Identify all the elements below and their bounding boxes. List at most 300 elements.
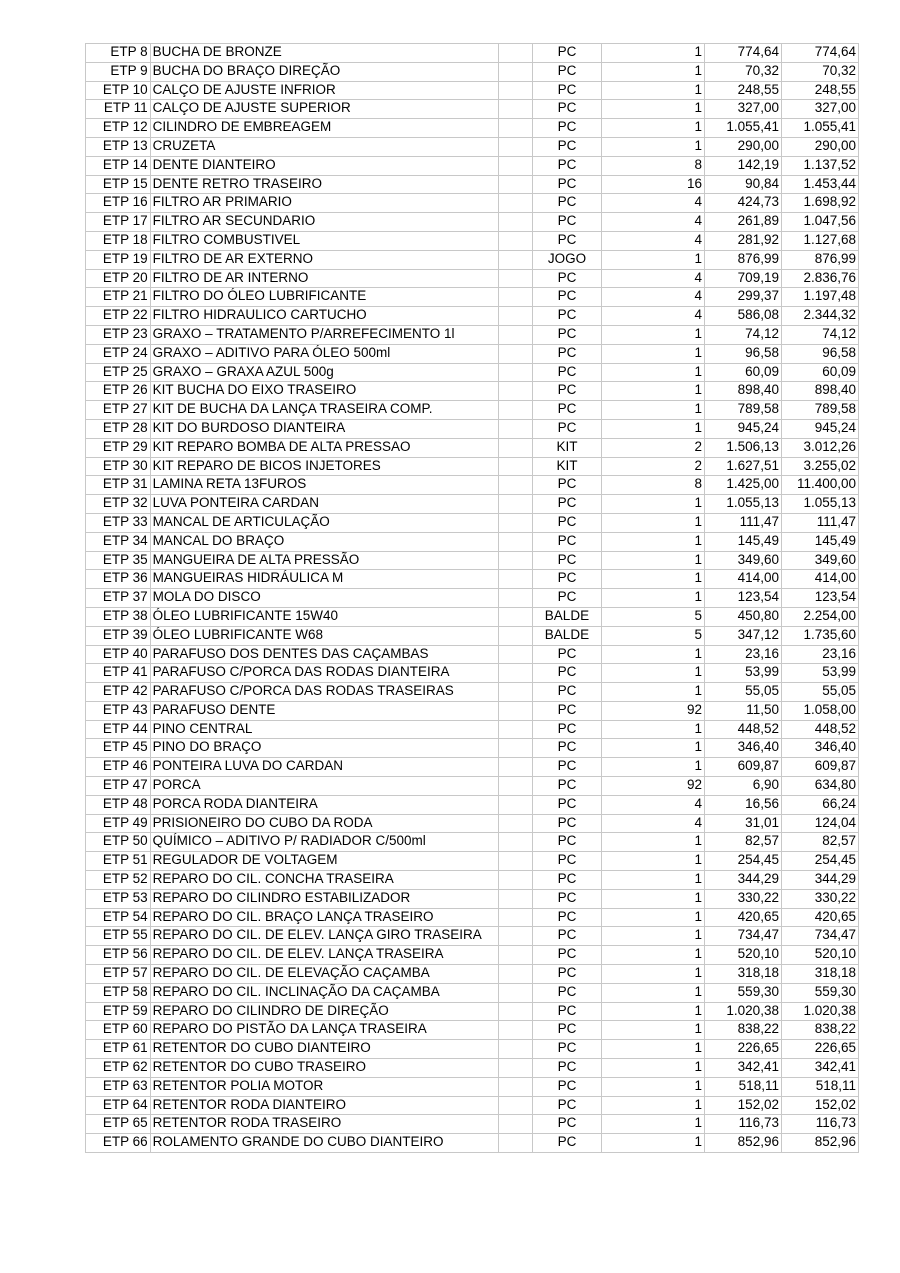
item-total-cell: 734,47 <box>781 927 858 946</box>
item-total-cell: 1.058,00 <box>781 701 858 720</box>
item-quantity-cell: 1 <box>602 983 705 1002</box>
item-code-cell: ETP 59 <box>86 1002 151 1021</box>
item-unit-cell: KIT <box>532 438 602 457</box>
item-code-cell: ETP 55 <box>86 927 151 946</box>
item-quantity-cell: 1 <box>602 683 705 702</box>
item-code-cell: ETP 8 <box>86 44 151 63</box>
item-unit-cell: PC <box>532 889 602 908</box>
item-code-cell: ETP 57 <box>86 965 151 984</box>
item-total-cell: 327,00 <box>781 100 858 119</box>
item-total-cell: 124,04 <box>781 814 858 833</box>
item-description-cell: REPARO DO PISTÃO DA LANÇA TRASEIRA <box>150 1021 498 1040</box>
item-quantity-cell: 1 <box>602 833 705 852</box>
table-row <box>86 269 859 288</box>
item-total-cell: 1.698,92 <box>781 194 858 213</box>
item-description-cell: GRAXO – ADITIVO PARA ÓLEO 500ml <box>150 344 498 363</box>
item-description-cell: FILTRO AR PRIMARIO <box>150 194 498 213</box>
blank-cell <box>498 438 532 457</box>
item-code-cell: ETP 48 <box>86 795 151 814</box>
table-row <box>86 119 859 138</box>
blank-cell <box>498 419 532 438</box>
item-unit-cell: PC <box>532 476 602 495</box>
item-quantity-cell: 1 <box>602 1096 705 1115</box>
item-unit-price-cell: 248,55 <box>704 81 781 100</box>
blank-cell <box>498 908 532 927</box>
item-quantity-cell: 1 <box>602 965 705 984</box>
item-total-cell: 116,73 <box>781 1115 858 1134</box>
item-total-cell: 226,65 <box>781 1040 858 1059</box>
item-description-cell: REPARO DO CIL. BRAÇO LANÇA TRASEIRO <box>150 908 498 927</box>
table-row <box>86 852 859 871</box>
table-row <box>86 758 859 777</box>
item-quantity-cell: 1 <box>602 401 705 420</box>
item-unit-cell: PC <box>532 513 602 532</box>
blank-cell <box>498 852 532 871</box>
item-description-cell: CRUZETA <box>150 137 498 156</box>
item-code-cell: ETP 26 <box>86 382 151 401</box>
blank-cell <box>498 1077 532 1096</box>
item-unit-price-cell: 330,22 <box>704 889 781 908</box>
item-unit-cell: PC <box>532 589 602 608</box>
item-quantity-cell: 4 <box>602 213 705 232</box>
item-description-cell: GRAXO – GRAXA AZUL 500g <box>150 363 498 382</box>
item-unit-price-cell: 299,37 <box>704 288 781 307</box>
item-code-cell: ETP 10 <box>86 81 151 100</box>
table-row <box>86 363 859 382</box>
blank-cell <box>498 62 532 81</box>
item-description-cell: LUVA PONTEIRA CARDAN <box>150 495 498 514</box>
item-code-cell: ETP 23 <box>86 325 151 344</box>
item-quantity-cell: 1 <box>602 62 705 81</box>
table-row <box>86 589 859 608</box>
item-quantity-cell: 1 <box>602 137 705 156</box>
item-unit-cell: PC <box>532 908 602 927</box>
item-code-cell: ETP 61 <box>86 1040 151 1059</box>
item-description-cell: PARAFUSO C/PORCA DAS RODAS TRASEIRAS <box>150 683 498 702</box>
item-quantity-cell: 1 <box>602 551 705 570</box>
table-row <box>86 1002 859 1021</box>
item-description-cell: REPARO DO CILINDRO ESTABILIZADOR <box>150 889 498 908</box>
item-description-cell: FILTRO DE AR EXTERNO <box>150 250 498 269</box>
item-unit-price-cell: 96,58 <box>704 344 781 363</box>
item-unit-price-cell: 734,47 <box>704 927 781 946</box>
blank-cell <box>498 401 532 420</box>
item-code-cell: ETP 52 <box>86 871 151 890</box>
item-description-cell: KIT DE BUCHA DA LANÇA TRASEIRA COMP. <box>150 401 498 420</box>
item-total-cell: 634,80 <box>781 777 858 796</box>
item-total-cell: 70,32 <box>781 62 858 81</box>
item-unit-cell: PC <box>532 231 602 250</box>
item-total-cell: 852,96 <box>781 1134 858 1153</box>
item-total-cell: 1.055,13 <box>781 495 858 514</box>
table-row <box>86 1134 859 1153</box>
item-quantity-cell: 2 <box>602 438 705 457</box>
item-quantity-cell: 4 <box>602 307 705 326</box>
item-description-cell: RETENTOR DO CUBO TRASEIRO <box>150 1059 498 1078</box>
table-row <box>86 626 859 645</box>
item-total-cell: 3.012,26 <box>781 438 858 457</box>
item-description-cell: ÓLEO LUBRIFICANTE 15W40 <box>150 607 498 626</box>
item-total-cell: 74,12 <box>781 325 858 344</box>
item-unit-cell: PC <box>532 156 602 175</box>
item-unit-cell: PC <box>532 551 602 570</box>
table-row <box>86 607 859 626</box>
item-unit-price-cell: 6,90 <box>704 777 781 796</box>
item-unit-cell: PC <box>532 213 602 232</box>
table-row <box>86 532 859 551</box>
item-total-cell: 145,49 <box>781 532 858 551</box>
blank-cell <box>498 626 532 645</box>
item-unit-cell: PC <box>532 777 602 796</box>
item-unit-cell: PC <box>532 1040 602 1059</box>
item-description-cell: PORCA RODA DIANTEIRA <box>150 795 498 814</box>
item-code-cell: ETP 34 <box>86 532 151 551</box>
item-quantity-cell: 1 <box>602 532 705 551</box>
blank-cell <box>498 288 532 307</box>
table-row <box>86 1021 859 1040</box>
item-quantity-cell: 1 <box>602 250 705 269</box>
blank-cell <box>498 720 532 739</box>
item-code-cell: ETP 45 <box>86 739 151 758</box>
blank-cell <box>498 476 532 495</box>
item-unit-cell: PC <box>532 946 602 965</box>
blank-cell <box>498 325 532 344</box>
item-unit-price-cell: 450,80 <box>704 607 781 626</box>
blank-cell <box>498 739 532 758</box>
item-unit-cell: PC <box>532 965 602 984</box>
blank-cell <box>498 701 532 720</box>
item-quantity-cell: 1 <box>602 946 705 965</box>
table-row <box>86 1115 859 1134</box>
item-unit-cell: PC <box>532 532 602 551</box>
item-unit-price-cell: 254,45 <box>704 852 781 871</box>
blank-cell <box>498 664 532 683</box>
item-quantity-cell: 8 <box>602 476 705 495</box>
item-quantity-cell: 1 <box>602 852 705 871</box>
items-table-body <box>86 44 859 1153</box>
item-description-cell: RETENTOR POLIA MOTOR <box>150 1077 498 1096</box>
item-unit-price-cell: 342,41 <box>704 1059 781 1078</box>
item-unit-cell: PC <box>532 1096 602 1115</box>
item-quantity-cell: 4 <box>602 814 705 833</box>
item-unit-cell: PC <box>532 645 602 664</box>
item-quantity-cell: 8 <box>602 156 705 175</box>
item-description-cell: CALÇO DE AJUSTE INFRIOR <box>150 81 498 100</box>
item-unit-price-cell: 1.020,38 <box>704 1002 781 1021</box>
blank-cell <box>498 100 532 119</box>
item-code-cell: ETP 15 <box>86 175 151 194</box>
table-row <box>86 476 859 495</box>
item-total-cell: 518,11 <box>781 1077 858 1096</box>
item-total-cell: 346,40 <box>781 739 858 758</box>
item-unit-price-cell: 327,00 <box>704 100 781 119</box>
table-row <box>86 438 859 457</box>
item-unit-cell: KIT <box>532 457 602 476</box>
item-description-cell: MANGUEIRAS HIDRÁULICA M <box>150 570 498 589</box>
blank-cell <box>498 363 532 382</box>
item-unit-price-cell: 448,52 <box>704 720 781 739</box>
blank-cell <box>498 889 532 908</box>
table-row <box>86 100 859 119</box>
item-unit-cell: PC <box>532 1115 602 1134</box>
item-unit-price-cell: 774,64 <box>704 44 781 63</box>
table-row <box>86 1059 859 1078</box>
item-code-cell: ETP 50 <box>86 833 151 852</box>
item-total-cell: 774,64 <box>781 44 858 63</box>
item-total-cell: 876,99 <box>781 250 858 269</box>
item-quantity-cell: 4 <box>602 194 705 213</box>
item-total-cell: 152,02 <box>781 1096 858 1115</box>
item-total-cell: 344,29 <box>781 871 858 890</box>
item-unit-cell: PC <box>532 833 602 852</box>
item-total-cell: 1.020,38 <box>781 1002 858 1021</box>
item-total-cell: 3.255,02 <box>781 457 858 476</box>
item-description-cell: REPARO DO CIL. INCLINAÇÃO DA CAÇAMBA <box>150 983 498 1002</box>
item-unit-price-cell: 347,12 <box>704 626 781 645</box>
item-unit-price-cell: 55,05 <box>704 683 781 702</box>
item-unit-cell: PC <box>532 1021 602 1040</box>
item-total-cell: 520,10 <box>781 946 858 965</box>
item-unit-price-cell: 559,30 <box>704 983 781 1002</box>
table-row <box>86 946 859 965</box>
item-unit-cell: PC <box>532 81 602 100</box>
item-unit-cell: PC <box>532 758 602 777</box>
item-total-cell: 330,22 <box>781 889 858 908</box>
item-quantity-cell: 1 <box>602 645 705 664</box>
item-total-cell: 2.254,00 <box>781 607 858 626</box>
item-quantity-cell: 5 <box>602 626 705 645</box>
item-unit-cell: PC <box>532 344 602 363</box>
item-description-cell: REPARO DO CILINDRO DE DIREÇÃO <box>150 1002 498 1021</box>
item-total-cell: 254,45 <box>781 852 858 871</box>
item-code-cell: ETP 66 <box>86 1134 151 1153</box>
item-unit-price-cell: 152,02 <box>704 1096 781 1115</box>
item-code-cell: ETP 36 <box>86 570 151 589</box>
item-quantity-cell: 1 <box>602 325 705 344</box>
blank-cell <box>498 983 532 1002</box>
item-code-cell: ETP 38 <box>86 607 151 626</box>
item-code-cell: ETP 44 <box>86 720 151 739</box>
item-quantity-cell: 1 <box>602 1077 705 1096</box>
item-code-cell: ETP 60 <box>86 1021 151 1040</box>
item-description-cell: PARAFUSO DENTE <box>150 701 498 720</box>
item-unit-price-cell: 1.506,13 <box>704 438 781 457</box>
blank-cell <box>498 1021 532 1040</box>
item-quantity-cell: 1 <box>602 570 705 589</box>
item-unit-cell: PC <box>532 382 602 401</box>
blank-cell <box>498 683 532 702</box>
item-total-cell: 414,00 <box>781 570 858 589</box>
item-description-cell: FILTRO DO ÓLEO LUBRIFICANTE <box>150 288 498 307</box>
item-total-cell: 318,18 <box>781 965 858 984</box>
item-code-cell: ETP 54 <box>86 908 151 927</box>
item-total-cell: 1.127,68 <box>781 231 858 250</box>
item-quantity-cell: 1 <box>602 720 705 739</box>
blank-cell <box>498 645 532 664</box>
item-code-cell: ETP 13 <box>86 137 151 156</box>
table-row <box>86 213 859 232</box>
item-total-cell: 2.344,32 <box>781 307 858 326</box>
item-quantity-cell: 1 <box>602 513 705 532</box>
table-row <box>86 814 859 833</box>
item-unit-price-cell: 145,49 <box>704 532 781 551</box>
item-description-cell: MANGUEIRA DE ALTA PRESSÃO <box>150 551 498 570</box>
item-total-cell: 342,41 <box>781 1059 858 1078</box>
item-description-cell: QUÍMICO – ADITIVO P/ RADIADOR C/500ml <box>150 833 498 852</box>
blank-cell <box>498 871 532 890</box>
item-description-cell: RETENTOR RODA DIANTEIRO <box>150 1096 498 1115</box>
blank-cell <box>498 119 532 138</box>
item-unit-cell: PC <box>532 852 602 871</box>
item-unit-cell: BALDE <box>532 626 602 645</box>
item-code-cell: ETP 21 <box>86 288 151 307</box>
table-row <box>86 307 859 326</box>
item-description-cell: KIT REPARO BOMBA DE ALTA PRESSAO <box>150 438 498 457</box>
item-unit-price-cell: 123,54 <box>704 589 781 608</box>
blank-cell <box>498 269 532 288</box>
item-unit-cell: PC <box>532 871 602 890</box>
blank-cell <box>498 532 532 551</box>
table-row <box>86 927 859 946</box>
item-total-cell: 609,87 <box>781 758 858 777</box>
item-total-cell: 290,00 <box>781 137 858 156</box>
item-unit-price-cell: 1.425,00 <box>704 476 781 495</box>
item-unit-price-cell: 16,56 <box>704 795 781 814</box>
item-unit-cell: PC <box>532 570 602 589</box>
item-unit-cell: PC <box>532 100 602 119</box>
item-total-cell: 96,58 <box>781 344 858 363</box>
item-unit-cell: PC <box>532 62 602 81</box>
item-description-cell: REPARO DO CIL. DE ELEV. LANÇA GIRO TRASEIRA <box>150 927 498 946</box>
item-total-cell: 1.197,48 <box>781 288 858 307</box>
item-quantity-cell: 1 <box>602 889 705 908</box>
item-unit-price-cell: 424,73 <box>704 194 781 213</box>
item-code-cell: ETP 40 <box>86 645 151 664</box>
item-quantity-cell: 1 <box>602 419 705 438</box>
item-unit-price-cell: 1.055,41 <box>704 119 781 138</box>
item-code-cell: ETP 11 <box>86 100 151 119</box>
blank-cell <box>498 495 532 514</box>
item-quantity-cell: 16 <box>602 175 705 194</box>
blank-cell <box>498 607 532 626</box>
item-code-cell: ETP 42 <box>86 683 151 702</box>
item-total-cell: 1.735,60 <box>781 626 858 645</box>
item-unit-cell: PC <box>532 119 602 138</box>
item-quantity-cell: 1 <box>602 363 705 382</box>
item-unit-price-cell: 82,57 <box>704 833 781 852</box>
item-unit-price-cell: 344,29 <box>704 871 781 890</box>
blank-cell <box>498 551 532 570</box>
item-unit-cell: JOGO <box>532 250 602 269</box>
item-description-cell: REGULADOR DE VOLTAGEM <box>150 852 498 871</box>
item-description-cell: PINO DO BRAÇO <box>150 739 498 758</box>
item-unit-price-cell: 518,11 <box>704 1077 781 1096</box>
table-row <box>86 551 859 570</box>
item-unit-cell: PC <box>532 288 602 307</box>
item-description-cell: KIT BUCHA DO EIXO TRASEIRO <box>150 382 498 401</box>
item-quantity-cell: 1 <box>602 1134 705 1153</box>
table-row <box>86 401 859 420</box>
table-row <box>86 137 859 156</box>
table-row <box>86 777 859 796</box>
item-unit-cell: PC <box>532 137 602 156</box>
item-quantity-cell: 92 <box>602 701 705 720</box>
item-description-cell: BUCHA DE BRONZE <box>150 44 498 63</box>
item-code-cell: ETP 46 <box>86 758 151 777</box>
table-row <box>86 965 859 984</box>
table-row <box>86 1040 859 1059</box>
item-description-cell: FILTRO HIDRAULICO CARTUCHO <box>150 307 498 326</box>
item-unit-cell: PC <box>532 814 602 833</box>
table-row <box>86 570 859 589</box>
blank-cell <box>498 589 532 608</box>
item-quantity-cell: 2 <box>602 457 705 476</box>
item-description-cell: CILINDRO DE EMBREAGEM <box>150 119 498 138</box>
table-row <box>86 156 859 175</box>
item-total-cell: 898,40 <box>781 382 858 401</box>
item-total-cell: 1.047,56 <box>781 213 858 232</box>
item-unit-cell: PC <box>532 419 602 438</box>
item-total-cell: 60,09 <box>781 363 858 382</box>
item-unit-cell: PC <box>532 927 602 946</box>
item-quantity-cell: 1 <box>602 1059 705 1078</box>
item-quantity-cell: 1 <box>602 344 705 363</box>
item-quantity-cell: 1 <box>602 927 705 946</box>
blank-cell <box>498 44 532 63</box>
item-quantity-cell: 1 <box>602 1040 705 1059</box>
blank-cell <box>498 833 532 852</box>
item-unit-price-cell: 53,99 <box>704 664 781 683</box>
item-unit-cell: PC <box>532 683 602 702</box>
blank-cell <box>498 250 532 269</box>
item-description-cell: PRISIONEIRO DO CUBO DA RODA <box>150 814 498 833</box>
item-total-cell: 55,05 <box>781 683 858 702</box>
item-quantity-cell: 1 <box>602 908 705 927</box>
item-unit-price-cell: 281,92 <box>704 231 781 250</box>
blank-cell <box>498 1059 532 1078</box>
item-total-cell: 420,65 <box>781 908 858 927</box>
blank-cell <box>498 194 532 213</box>
item-total-cell: 11.400,00 <box>781 476 858 495</box>
item-unit-price-cell: 1.055,13 <box>704 495 781 514</box>
item-description-cell: ROLAMENTO GRANDE DO CUBO DIANTEIRO <box>150 1134 498 1153</box>
item-description-cell: REPARO DO CIL. DE ELEVAÇÃO CAÇAMBA <box>150 965 498 984</box>
blank-cell <box>498 307 532 326</box>
item-unit-cell: PC <box>532 983 602 1002</box>
item-quantity-cell: 92 <box>602 777 705 796</box>
item-unit-price-cell: 60,09 <box>704 363 781 382</box>
item-code-cell: ETP 27 <box>86 401 151 420</box>
table-row <box>86 889 859 908</box>
item-unit-cell: PC <box>532 44 602 63</box>
item-unit-cell: PC <box>532 664 602 683</box>
item-code-cell: ETP 58 <box>86 983 151 1002</box>
item-description-cell: PARAFUSO DOS DENTES DAS CAÇAMBAS <box>150 645 498 664</box>
item-unit-cell: PC <box>532 701 602 720</box>
item-unit-price-cell: 23,16 <box>704 645 781 664</box>
item-quantity-cell: 1 <box>602 1002 705 1021</box>
table-row <box>86 513 859 532</box>
item-unit-cell: PC <box>532 1002 602 1021</box>
table-row <box>86 1077 859 1096</box>
blank-cell <box>498 457 532 476</box>
table-row <box>86 795 859 814</box>
blank-cell <box>498 814 532 833</box>
item-unit-cell: PC <box>532 720 602 739</box>
item-quantity-cell: 1 <box>602 758 705 777</box>
item-quantity-cell: 1 <box>602 871 705 890</box>
blank-cell <box>498 1040 532 1059</box>
